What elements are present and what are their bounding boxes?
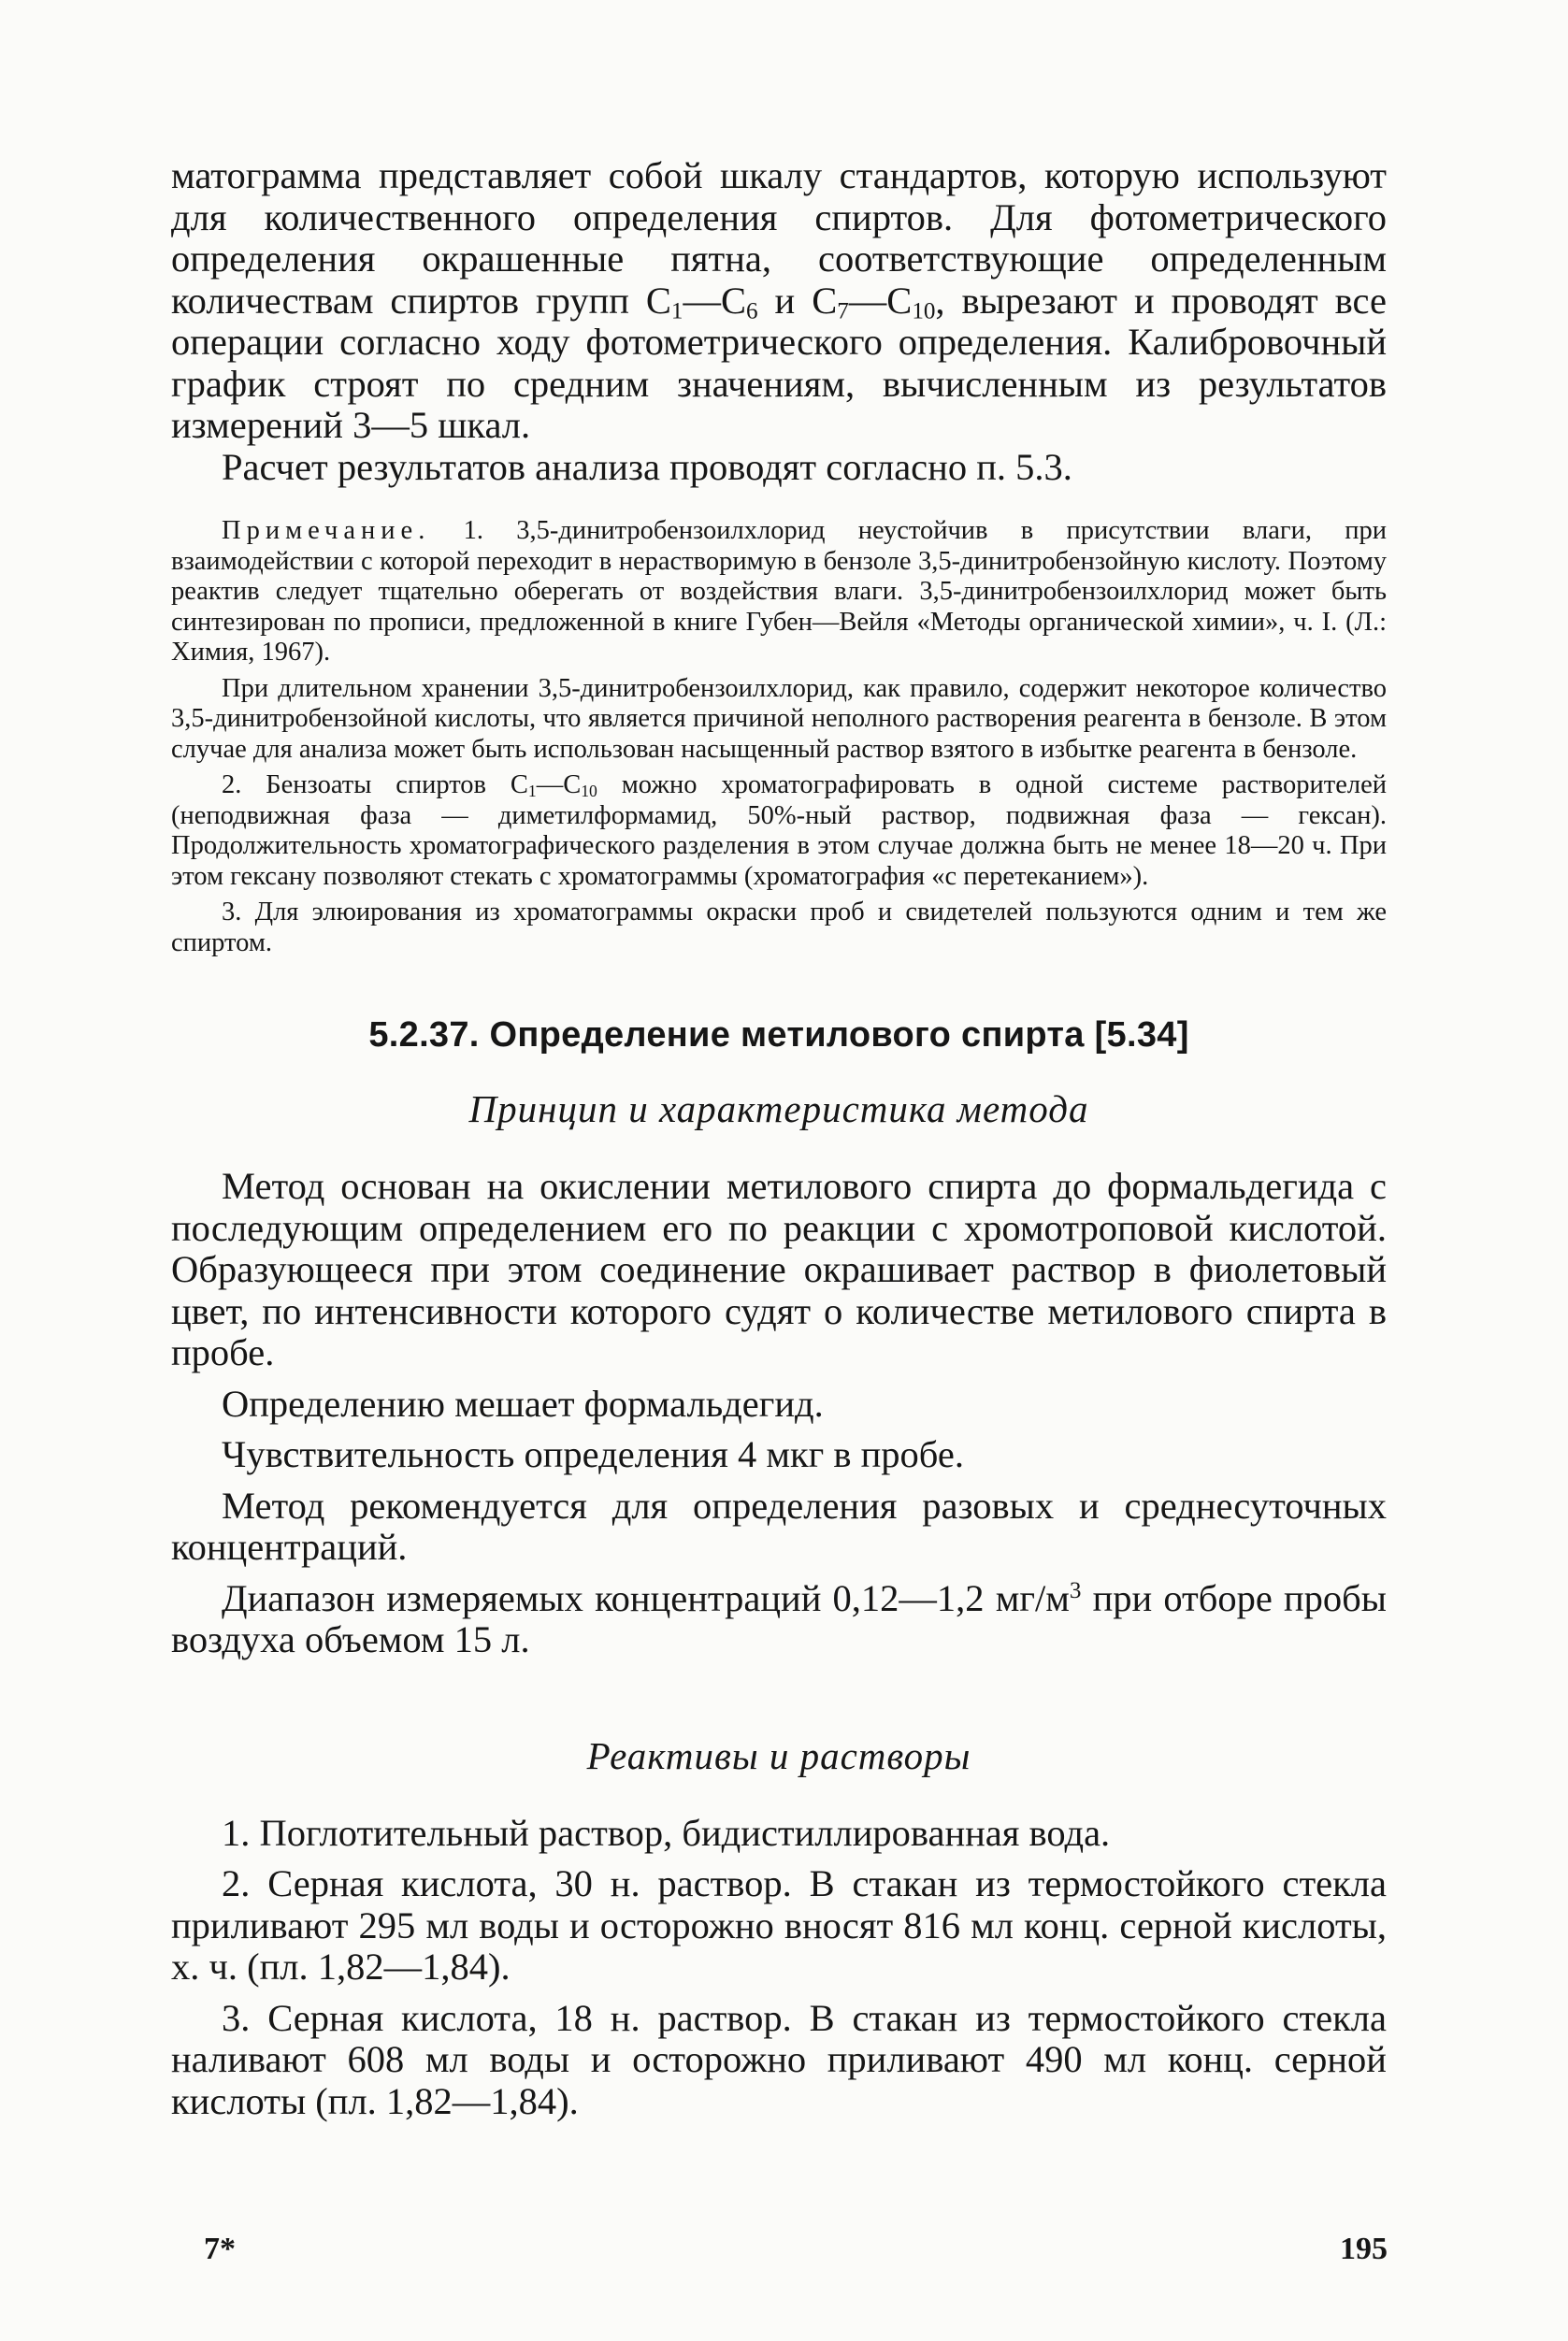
subheading-reagents: Реактивы и растворы [586,1733,971,1777]
method-paragraph: Метод основан на окислении метилового спирта до формальдегида с последующим определением его по реакции с хромотроповой кислотой. Образующееся при этом соединение окрашивает раствор в фиолетовый цвет, по интенсивности которого судят о количестве метилового спирта в пробе. [171,1165,1387,1373]
reagent-item-1: 1. Поглотительный раствор, бидистиллированная вода. [222,1811,1111,1854]
usage-paragraph: Метод рекомендуется для определения разовых и среднесуточных концентраций. [171,1484,1387,1568]
reagents-list [171,1813,1387,2123]
subheading-principle: Принцип и характеристика метода [468,1087,1089,1130]
note-1 [171,516,1387,668]
note-1-text: 1. 3,5-динитробензоилхлорид неустойчив в присутствии влаги, при взаимодействии с которой переходит в нерастворимую в бензоле 3,5-динитробензойную кислоту. Поэтому реактив следует тщательно оберегать от воздействия влаги. 3,5-динитробензоилхлорид может быть синтезирован по прописи, предложенной в книге Губен—Вейля «Методы органической химии», ч. I. (Л.: Химия, 1967). [171,516,1387,667]
sensitivity-paragraph: Чувствительность определения 4 мкг в пробе. [222,1433,964,1475]
reagent-item-3: 3. Серная кислота, 18 н. раствор. В стакан из термостойкого стекла наливают 608 мл воды и осторожно приливают 490 мл конц. серной кислоты (пл. 1,82—1,84). [171,1996,1387,2122]
section-heading: 5.2.37. Определение метилового спирта [5.34] [368,1015,1189,1055]
method-block [171,1166,1387,1661]
interference-paragraph: Определению мешает формальдегид. [222,1382,824,1425]
results-paragraph: Расчет результатов анализа проводят согласно п. 5.3. [222,445,1072,488]
range-paragraph: Диапазон измеряемых концентраций 0,12—1,2 $мг/м^3$ при отборе пробы воздуха объемом 15 л. [171,1576,1388,1660]
page-number: 195 [1340,2232,1388,2266]
note-3: 3. Для элюирования из хроматограммы окраски проб и свидетелей пользуются одним и тем же спиртом. [171,898,1387,957]
notes-block [171,516,1387,958]
note-2: 2. Бензоаты спиртов $C_1—C_{10}$ можно хроматографировать в одной системе растворителей (неподвижная фаза — диметилформамид, 50%-ный раствор, подвижная фаза — гексан). Продолжительность хроматографического разделения в этом случае должна быть не менее 18—20 ч. При этом гексану позволяют стекать с хроматограммы (хроматография «с перетеканием»). [171,770,1387,891]
text-column [171,155,1387,2122]
top-paragraph: матограмма представляет собой шкалу стандартов, которую используют для количественного определения спиртов. Для фотометрического определения окрашенные пятна, соответствующие определенным количествам спиртов групп $C_1—C_6$ и $C_7—C_{10}$, вырезают и проводят все операции согласно ходу фотометрического определения. Калибровочный график строят по средним значениям, вычисленным из результатов измерений 3—5 шкал. [171,154,1387,446]
note-label: Примечание. [222,516,431,545]
note-1b: При длительном хранении 3,5-динитробензоилхлорид, как правило, содержит некоторое количество 3,5-динитробензойной кислоты, что является причиной неполного растворения реагента в бензоле. В этом случае для анализа может быть использован насыщенный раствор взятого в избытке реагента в бензоле. [171,673,1387,764]
reagent-item-2: 2. Серная кислота, 30 н. раствор. В стакан из термостойкого стекла приливают 295 мл воды и осторожно вносят 816 мл конц. серной кислоты, х. ч. (пл. 1,82—1,84). [171,1862,1387,1988]
signature-mark: 7* [204,2232,236,2266]
